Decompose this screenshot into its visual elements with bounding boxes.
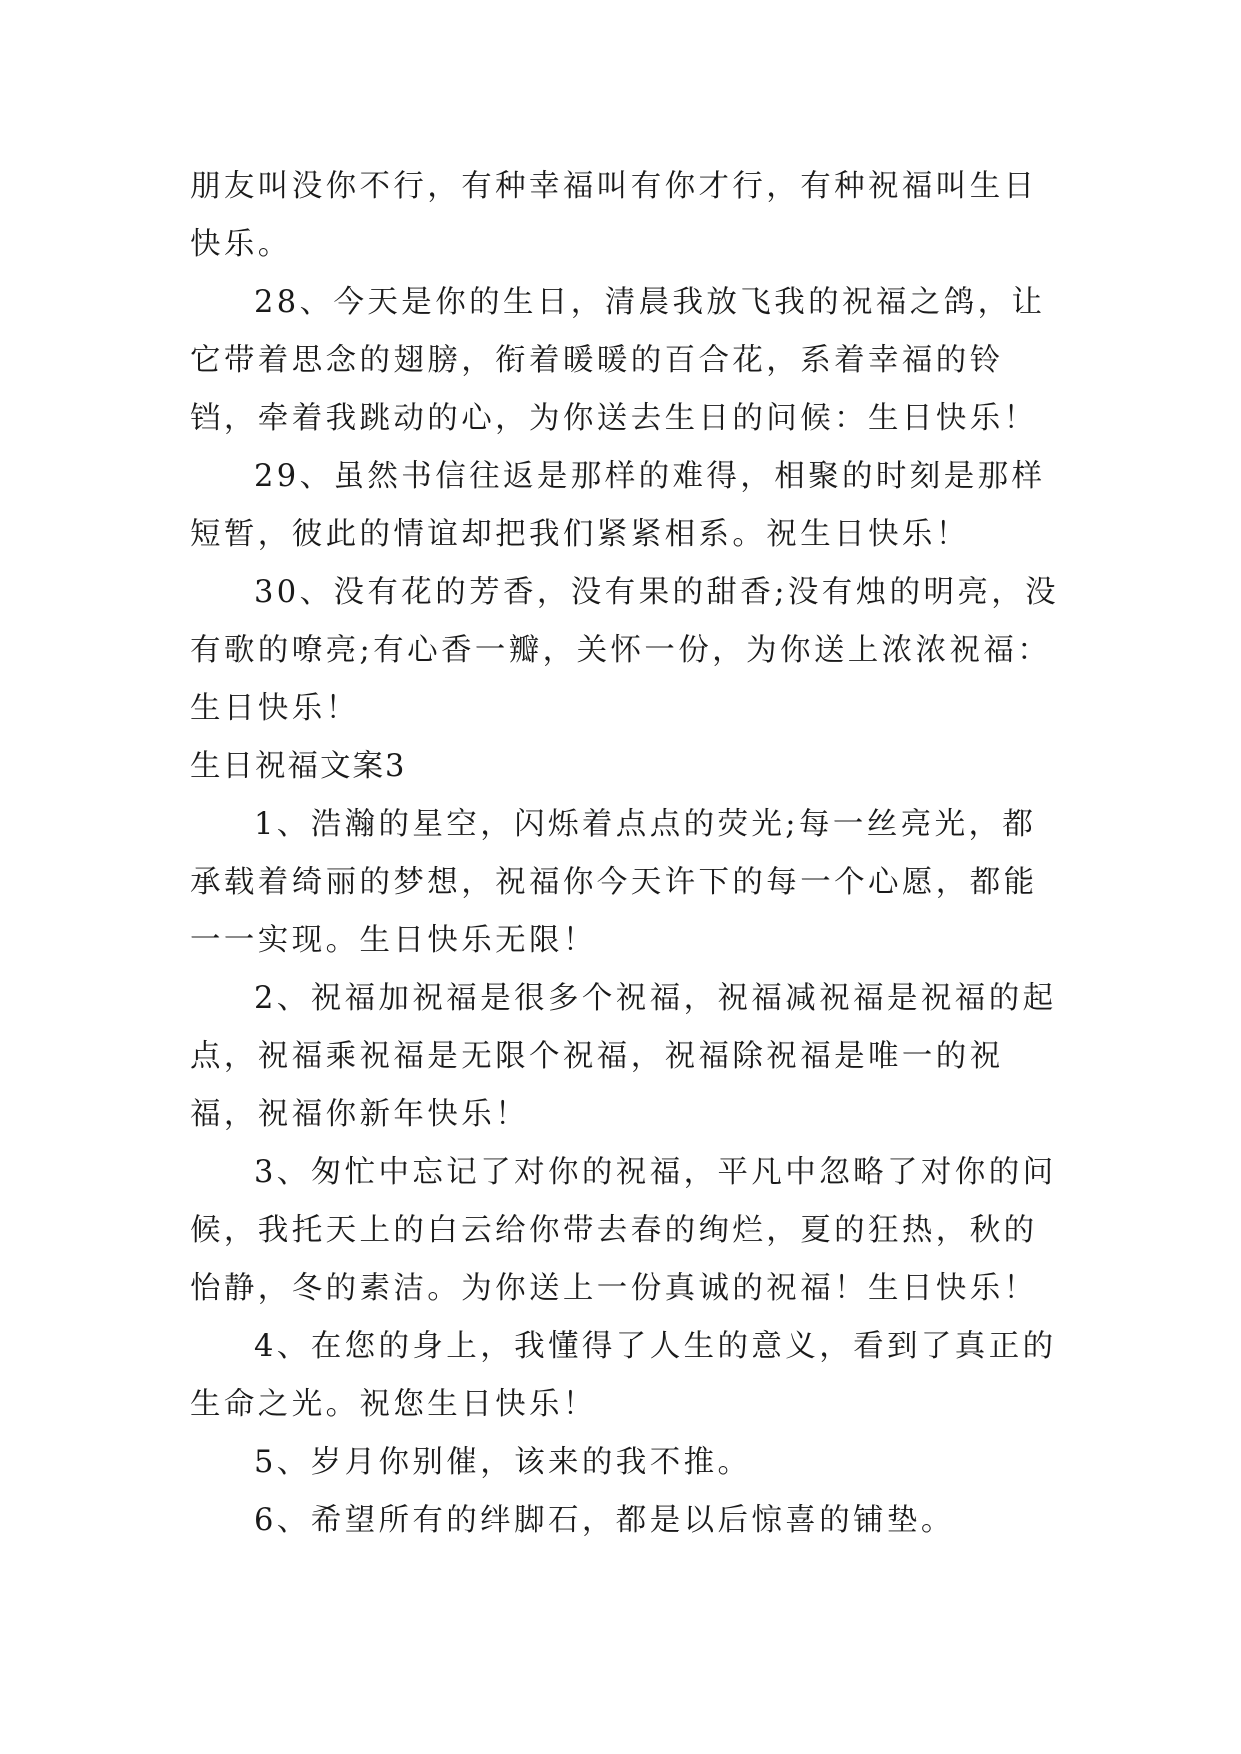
paragraph-item-6: 6、希望所有的绊脚石，都是以后惊喜的铺垫。 — [254, 1503, 955, 1538]
paragraph-item-29: 29、虽然书信往返是那样的难得，相聚的时刻是那样短暂，彼此的情谊却把我们紧紧相系。祝生日快乐！ — [190, 459, 1046, 552]
paragraph-item-28: 28、今天是你的生日，清晨我放飞我的祝福之鸽，让它带着思念的翅膀，衔着暖暖的百合花，系着幸福的铃铛，牵着我跳动的心，为你送去生日的问候：生日快乐！ — [190, 285, 1046, 436]
paragraph-item-5: 5、岁月你别催，该来的我不推。 — [254, 1445, 752, 1480]
document-body — [190, 158, 1060, 1550]
paragraph-item-2: 2、祝福加祝福是很多个祝福，祝福减祝福是祝福的起点，祝福乘祝福是无限个祝福，祝福除祝福是唯一的祝福，祝福你新年快乐！ — [190, 981, 1057, 1132]
paragraph-item-30: 30、没有花的芳香，没有果的甜香;没有烛的明亮，没有歌的嘹亮;有心香一瓣，关怀一份，为你送上浓浓祝福：生日快乐！ — [190, 575, 1060, 726]
paragraph-item-3: 3、匆忙中忘记了对你的祝福，平凡中忽略了对你的问候，我托天上的白云给你带去春的绚烂，夏的狂热，秋的怡静，冬的素洁。为你送上一份真诚的祝福！生日快乐！ — [190, 1155, 1057, 1306]
paragraph-item-4: 4、在您的身上，我懂得了人生的意义，看到了真正的生命之光。祝您生日快乐！ — [190, 1329, 1057, 1422]
section-heading: 生日祝福文案3 — [190, 749, 407, 784]
paragraph-item-1: 1、浩瀚的星空，闪烁着点点的荧光;每一丝亮光，都承载着绮丽的梦想，祝福你今天许下的每一个心愿，都能一一实现。生日快乐无限！ — [190, 807, 1038, 958]
paragraph-continuation: 朋友叫没你不行，有种幸福叫有你才行，有种祝福叫生日快乐。 — [190, 169, 1038, 262]
